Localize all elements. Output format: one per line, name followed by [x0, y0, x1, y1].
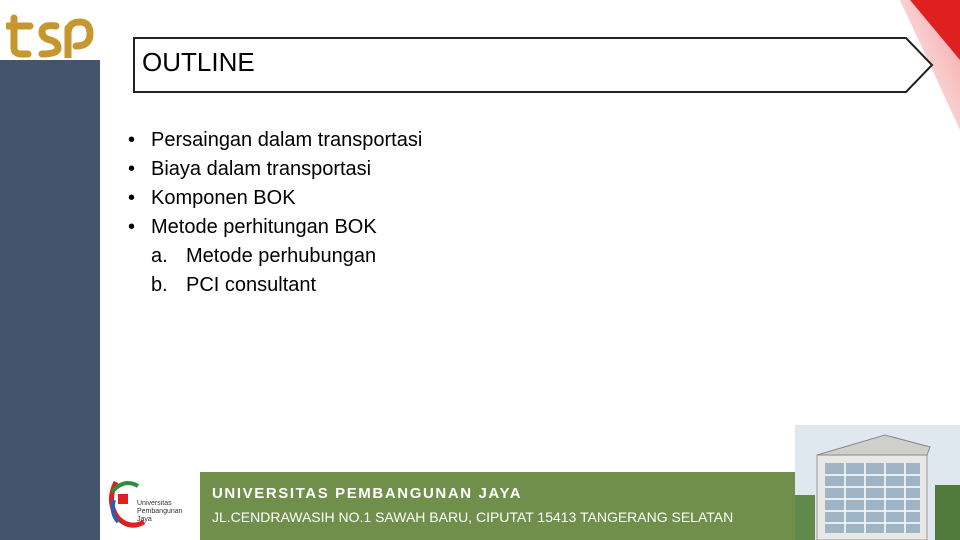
- list-item-text: Persaingan dalam transportasi: [151, 129, 423, 151]
- page-title: OUTLINE: [142, 47, 255, 77]
- list-item-text: Biaya dalam transportasi: [151, 158, 372, 180]
- tsp-logo: [6, 8, 96, 58]
- list-item: • Biaya dalam transportasi: [128, 158, 372, 180]
- list-item: • Komponen BOK: [128, 187, 296, 209]
- sub-item-marker: a.: [151, 245, 168, 267]
- list-item-text: Komponen BOK: [151, 187, 296, 209]
- outline-list: [128, 126, 422, 300]
- university-logo-caption: Universitas Pembangunan Jaya: [137, 500, 183, 523]
- university-name: UNIVERSITAS PEMBANGUNAN JAYA: [212, 485, 523, 502]
- campus-building-image: [795, 425, 960, 540]
- list-item: • Metode perhitungan BOK: [128, 216, 377, 238]
- sub-item-text: PCI consultant: [186, 274, 317, 296]
- list-item-text: Metode perhitungan BOK: [151, 216, 377, 238]
- footer-banner: [200, 472, 795, 540]
- sub-item-marker: b.: [151, 274, 168, 296]
- list-item: • Persaingan dalam transportasi: [128, 129, 423, 151]
- left-sidebar: [0, 60, 100, 540]
- sub-list-item: [128, 242, 422, 271]
- sub-list-item: [128, 271, 422, 300]
- university-address: JL.CENDRAWASIH NO.1 SAWAH BARU, CIPUTAT 15413 TANGERANG SELATAN: [212, 509, 734, 525]
- sub-item-text: Metode perhubungan: [186, 245, 377, 267]
